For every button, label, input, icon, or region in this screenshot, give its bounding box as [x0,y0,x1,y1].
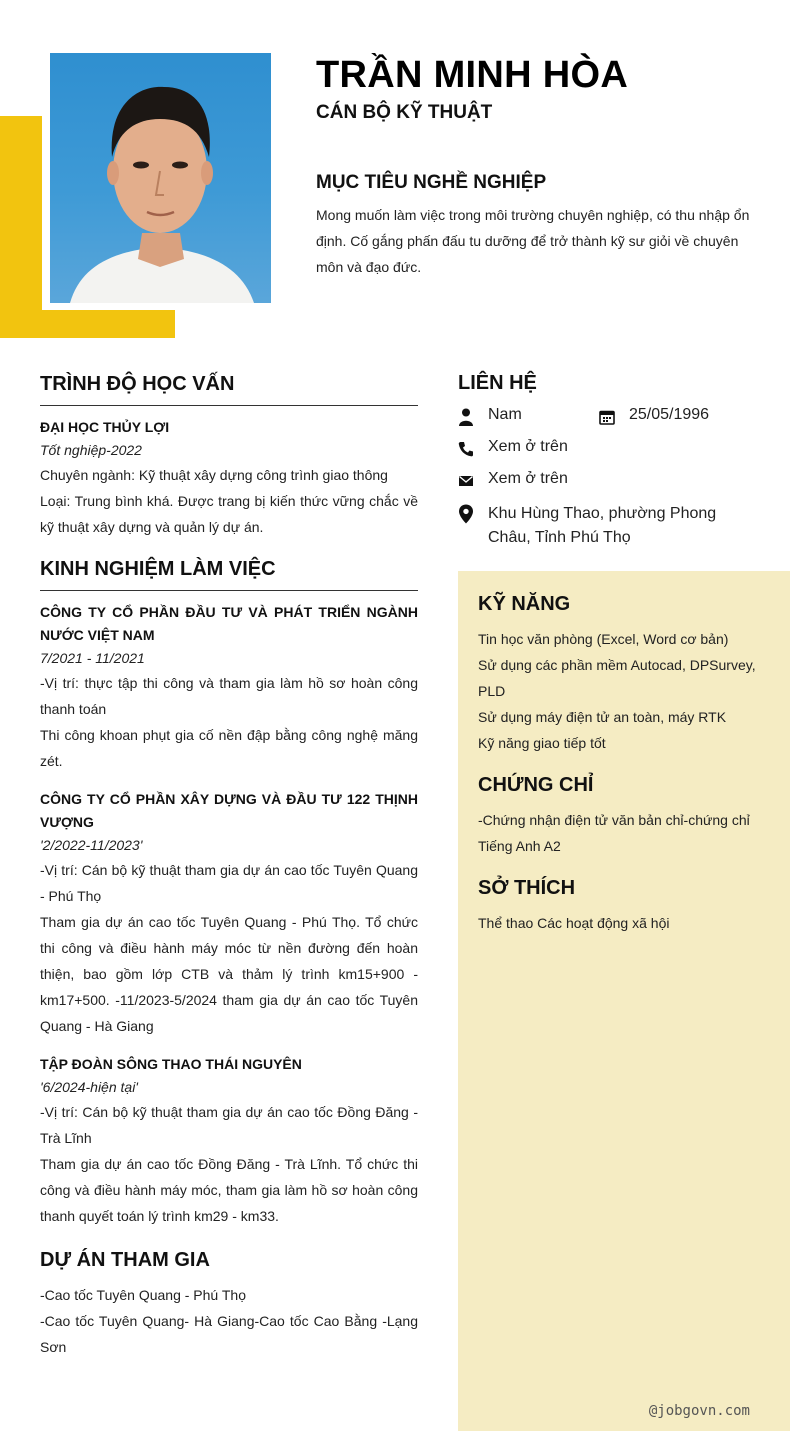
certificate-item: -Chứng nhận điện tử văn bản chỉ-chứng chỉ Tiếng Anh A2 [478,812,750,854]
site-watermark: @jobgovn.com [648,1403,750,1419]
skill-item: Sử dụng các phần mềm Autocad, DPSurvey, PLD [478,657,756,699]
school-name: ĐẠI HỌC THỦY LỢI [40,419,170,435]
skill-item: Tin học văn phòng (Excel, Word cơ bản) [478,631,729,647]
skill-item: Kỹ năng giao tiếp tốt [478,735,606,751]
projects-section [40,1249,418,1360]
job-detail: -Vị trí: Cán bộ kỹ thuật tham gia dự án cao tốc Tuyên Quang - Phú Thọ [40,862,418,904]
company-name: CÔNG TY CỔ PHẦN XÂY DỰNG VÀ ĐẦU TƯ 122 THỊNH VƯỢNG [40,791,418,830]
skills-title: KỸ NĂNG [478,593,571,615]
job-detail: Thi công khoan phụt gia cố nền đập bằng công nghệ măng zét. [40,727,418,769]
contact-title: LIÊN HỆ [458,372,537,394]
certificates-section [478,774,758,859]
graduation-date: Tốt nghiệp-2022 [40,442,142,458]
certificates-title: CHỨNG CHỈ [478,774,594,796]
job-detail: -Vị trí: thực tập thi công và tham gia làm hồ sơ hoàn công thanh toán [40,675,418,717]
skills-section [478,593,758,756]
candidate-role: CÁN BỘ KỸ THUẬT [316,102,493,123]
hobby-item: Thể thao Các hoạt động xã hội [478,915,670,931]
phone-value: Xem ở trên [488,438,568,455]
projects-title: DỰ ÁN THAM GIA [40,1249,210,1271]
job-period: '6/2024-hiện tại' [40,1079,138,1095]
project-item: -Cao tốc Tuyên Quang - Phú Thọ [40,1287,246,1303]
company-name: TẬP ĐOÀN SÔNG THAO THÁI NGUYÊN [40,1056,302,1072]
address-value: Khu Hùng Thao, phường Phong Châu, Tỉnh Phú Thọ [488,505,717,546]
objective-title: MỤC TIÊU NGHỀ NGHIỆP [316,172,547,193]
accent-bar-horizontal [0,310,175,338]
left-column [40,373,418,1360]
project-item: -Cao tốc Tuyên Quang- Hà Giang-Cao tốc Cao Bằng -Lạng Sơn [40,1313,418,1355]
job-period: 7/2021 - 11/2021 [40,650,145,666]
profile-photo [50,53,271,303]
accent-bar-vertical [0,116,42,338]
divider [40,590,418,591]
education-section [40,373,418,540]
job-detail: -Vị trí: Cán bộ kỹ thuật tham gia dự án cao tốc Đồng Đăng - Trà Lĩnh [40,1104,418,1146]
experience-section [40,558,418,1229]
sidebar-panel [458,571,790,1431]
hobbies-title: SỞ THÍCH [478,877,576,899]
birthday-value: 25/05/1996 [629,406,710,423]
skill-item: Sử dụng máy điện tử an toàn, máy RTK [478,709,727,725]
job-entry [40,601,418,774]
person-icon [458,408,474,424]
candidate-name: TRẦN MINH HÒA [316,54,629,96]
job-detail: Tham gia dự án cao tốc Đồng Đăng - Trà Lĩnh. Tổ chức thi công và điều hành máy móc, tham gia làm hồ sơ hoàn công thanh quyết toán lý trình km29 - km33. [40,1156,418,1224]
hobbies-section [478,877,758,936]
location-pin-icon [458,504,474,524]
gender-value: Nam [488,406,522,423]
divider [40,405,418,406]
phone-icon [458,441,474,457]
job-period: '2/2022-11/2023' [40,837,143,853]
education-grade: Loại: Trung bình khá. Được trang bị kiến thức vững chắc về kỹ thuật xây dựng và quản lý dự án. [40,493,418,535]
job-entry [40,1053,418,1229]
mail-icon [458,473,474,489]
job-detail: Tham gia dự án cao tốc Tuyên Quang - Phú Thọ. Tổ chức thi công và điều hành máy móc từ nền đường đến hoàn thiện, bao gồm lớp CTB và thảm lý trình km15+900 - km17+500. -11/2023-5/2024 tham gia dự án cao tốc Tuyên Quang - Hà Giang [40,914,418,1034]
sidebar-content [478,593,758,936]
company-name: CÔNG TY CỔ PHẦN ĐẦU TƯ VÀ PHÁT TRIỂN NGÀNH NƯỚC VIỆT NAM [40,604,418,643]
calendar-icon [599,409,615,425]
job-entry [40,788,418,1039]
contact-section [458,372,778,546]
email-value: Xem ở trên [488,470,568,487]
education-title: TRÌNH ĐỘ HỌC VẤN [40,373,235,395]
objective-text: Mong muốn làm việc trong môi trường chuyên nghiệp, có thu nhập ổn định. Cố gắng phấn đấu tu dưỡng để trở thành kỹ sư giỏi về chuyên môn và đạo đức. [316,207,750,275]
education-major: Chuyên ngành: Kỹ thuật xây dựng công trình giao thông [40,467,388,483]
experience-title: KINH NGHIỆM LÀM VIỆC [40,558,276,580]
